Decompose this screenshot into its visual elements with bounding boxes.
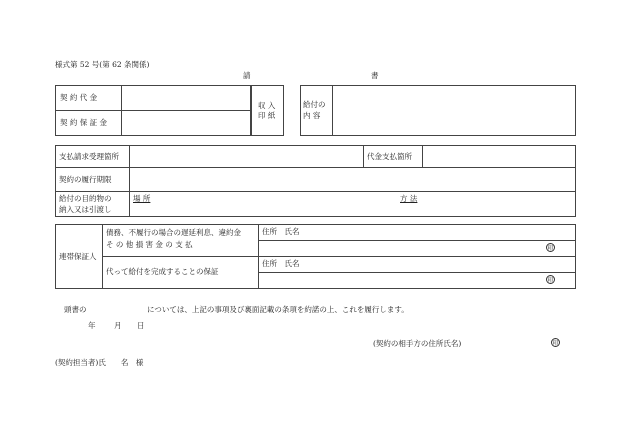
- document-title-right: 書: [371, 71, 379, 80]
- payment-office-label: 代金支払箇所: [367, 152, 412, 161]
- date-day: 日: [137, 321, 145, 330]
- performance-deadline-label: 契約の履行期限: [59, 175, 112, 184]
- benefit-content-label-top: 給付の: [303, 100, 326, 109]
- contract-deposit-label: 契 約 保 証 金: [60, 118, 108, 127]
- place-label: 場 所: [133, 194, 151, 203]
- clause-prefix: 頭書の: [64, 305, 87, 314]
- guarantee-2: 代って給付を完成することの保証: [106, 267, 219, 276]
- payment-office-field[interactable]: [423, 146, 575, 166]
- contract-officer-label: (契約担当者)氏 名 様: [55, 358, 144, 367]
- document-title-left: 請: [243, 71, 251, 80]
- revenue-stamp-label-bottom: 印 紙: [258, 111, 276, 120]
- date-month: 月: [114, 321, 122, 330]
- counterparty-label: (契約の相手方の住所氏名): [373, 339, 462, 348]
- contract-price-label: 契 約 代 金: [60, 93, 98, 102]
- joint-guarantor-label: 連帯保証人: [59, 252, 97, 261]
- payment-request-office-field[interactable]: [130, 146, 362, 166]
- seal-icon-2: 印: [547, 277, 554, 284]
- delivery-label-top: 給付の目的物の: [59, 194, 112, 203]
- contract-price-field[interactable]: [122, 86, 250, 110]
- delivery-field[interactable]: [130, 204, 575, 216]
- guarantor-2-address-field[interactable]: [259, 273, 541, 288]
- seal-icon-1: 印: [547, 245, 554, 252]
- method-label: 方 法: [400, 194, 418, 203]
- delivery-label-bottom: 納入又は引渡し: [59, 205, 112, 214]
- address-name-label-2: 住所 氏名: [262, 259, 300, 268]
- guarantee-1-line2: そ の 他 損 害 金 の 支 払: [106, 240, 193, 249]
- seal-icon-3: 印: [552, 340, 559, 347]
- performance-deadline-field[interactable]: [130, 168, 575, 190]
- clause-body: については、上記の事項及び裏面記載の条項を約諾の上、これを履行します。: [147, 305, 409, 314]
- contract-deposit-field[interactable]: [122, 111, 250, 135]
- form-number: 様式第 52 号(第 62 条関係): [55, 60, 150, 69]
- payment-request-office-label: 支払請求受理箇所: [59, 152, 119, 161]
- date-year: 年: [88, 321, 96, 330]
- guarantor-1-address-field[interactable]: [259, 241, 541, 255]
- benefit-content-label-bottom: 内 容: [303, 111, 321, 120]
- guarantee-1-line1: 債務、不履行の場合の遅延利息、違約金: [106, 228, 241, 237]
- address-name-label-1: 住所 氏名: [262, 227, 300, 236]
- benefit-content-field[interactable]: [333, 86, 575, 135]
- revenue-stamp-label-top: 収 入: [258, 101, 276, 110]
